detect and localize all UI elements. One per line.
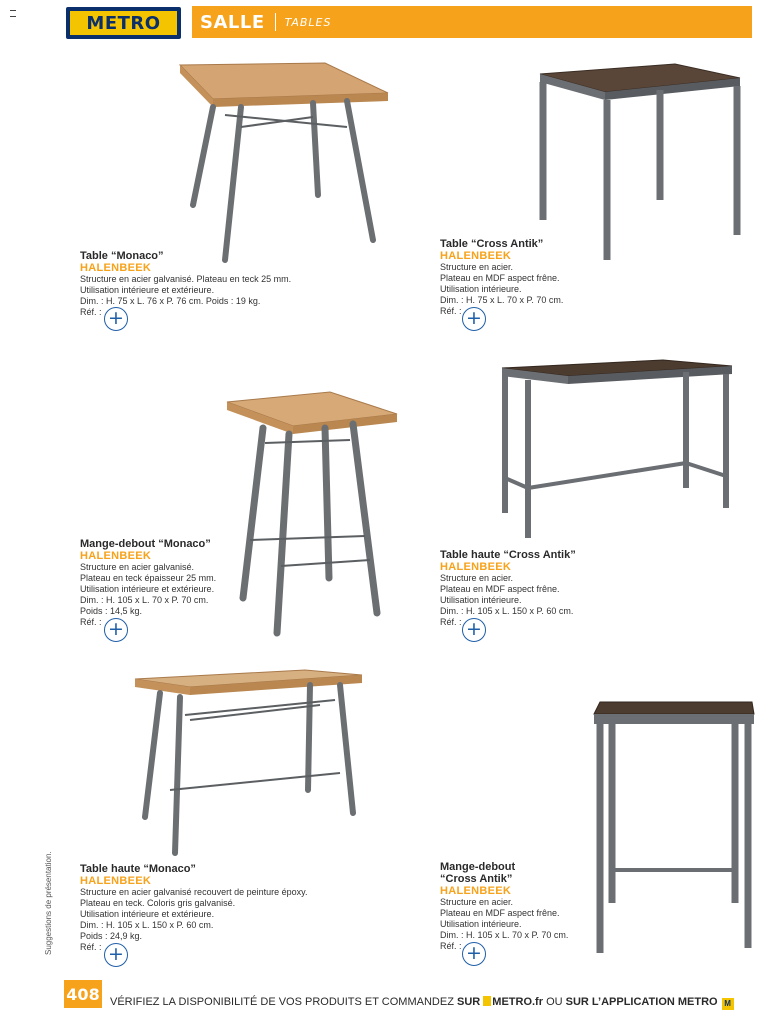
product-ref: Réf. :: [80, 942, 102, 952]
product-detail: Dim. : H. 105 x L. 150 x P. 60 cm.: [80, 920, 214, 930]
product-detail: Plateau en teck épaisseur 25 mm.: [80, 573, 217, 583]
header-divider: [275, 13, 276, 31]
product-image-table-haute-cross-antik: [498, 358, 736, 543]
product-detail: Plateau en MDF aspect frêne.: [440, 273, 560, 283]
product-name: Mange-debout “Monaco”: [80, 538, 211, 550]
menu-icon[interactable]: [10, 10, 16, 17]
product-mange-debout-monaco: [80, 538, 380, 640]
product-brand: HALENBEEK: [440, 885, 512, 897]
product-name: Table “Cross Antik”: [440, 238, 544, 250]
logo-text: METRO: [86, 12, 161, 34]
product-detail: Utilisation intérieure et extérieure.: [80, 909, 215, 919]
product-detail: Structure en acier galvanisé. Plateau en teck 25 mm.: [80, 274, 292, 284]
footer-ou: OU: [546, 996, 563, 1008]
product-detail: Plateau en MDF aspect frêne.: [440, 908, 560, 918]
product-brand: HALENBEEK: [80, 550, 152, 562]
footer-text-before: VÉRIFIEZ LA DISPONIBILITÉ DE VOS PRODUITS ET COMMANDEZ: [110, 996, 454, 1008]
footer-sur: SUR: [456, 996, 481, 1008]
section-header: [192, 6, 752, 38]
side-note: Suggestions de présentation.: [44, 851, 53, 955]
product-ref: Réf. :: [440, 941, 462, 951]
footer-text: [110, 996, 734, 1010]
product-name: Table haute “Monaco”: [80, 863, 196, 875]
add-button-plus-icon[interactable]: +: [462, 307, 486, 331]
product-brand: HALENBEEK: [80, 875, 152, 887]
product-detail: Dim. : H. 75 x L. 70 x P. 70 cm.: [440, 295, 564, 305]
product-detail: Utilisation intérieure.: [440, 919, 522, 929]
product-ref: Réf. :: [80, 307, 102, 317]
product-table-monaco: [80, 250, 380, 329]
add-button-plus-icon[interactable]: +: [104, 943, 128, 967]
product-name: Mange-debout “Cross Antik”: [440, 861, 516, 885]
product-detail: Structure en acier.: [440, 897, 514, 907]
product-ref: Réf. :: [80, 617, 102, 627]
product-ref: Réf. :: [440, 306, 462, 316]
page-number: 408: [64, 980, 102, 1008]
metro-mini-logo-icon: [483, 996, 491, 1006]
product-mange-debout-cross-antik: [440, 861, 740, 964]
product-detail: Dim. : H. 105 x L. 70 x P. 70 cm.: [80, 595, 209, 605]
product-image-table-monaco: [175, 55, 395, 265]
product-ref: Réf. :: [440, 617, 462, 627]
product-brand: HALENBEEK: [440, 561, 512, 573]
product-brand: HALENBEEK: [440, 250, 512, 262]
add-button-plus-icon[interactable]: +: [104, 618, 128, 642]
product-table-cross-antik: [440, 238, 740, 329]
product-detail: Utilisation intérieure.: [440, 284, 522, 294]
product-detail: Poids : 24,9 kg.: [80, 931, 143, 941]
product-brand: HALENBEEK: [80, 262, 152, 274]
section-title: SALLE: [200, 11, 265, 33]
product-image-table-haute-monaco: [130, 665, 365, 860]
product-name: Table haute “Cross Antik”: [440, 549, 576, 561]
metro-app-icon[interactable]: M: [722, 998, 734, 1010]
product-detail: Structure en acier.: [440, 262, 514, 272]
product-table-haute-cross-antik: [440, 549, 740, 640]
product-name: Table “Monaco”: [80, 250, 164, 262]
product-detail: Dim. : H. 75 x L. 76 x P. 76 cm. Poids : 19 kg.: [80, 296, 261, 306]
footer-text-after: SUR L’APPLICATION METRO: [565, 996, 718, 1008]
add-button-plus-icon[interactable]: +: [462, 942, 486, 966]
product-detail: Utilisation intérieure et extérieure.: [80, 285, 215, 295]
product-detail: Structure en acier galvanisé.: [80, 562, 195, 572]
metro-logo: [66, 7, 181, 39]
product-table-haute-monaco: [80, 863, 380, 965]
product-detail: Utilisation intérieure et extérieure.: [80, 584, 215, 594]
product-detail: Structure en acier galvanisé recouvert de peinture époxy.: [80, 887, 308, 897]
add-button-plus-icon[interactable]: +: [104, 307, 128, 331]
footer-site-link[interactable]: METRO.fr: [492, 996, 544, 1008]
product-detail: Utilisation intérieure.: [440, 595, 522, 605]
product-detail: Poids : 14,5 kg.: [80, 606, 143, 616]
product-detail: Plateau en MDF aspect frêne.: [440, 584, 560, 594]
product-detail: Structure en acier.: [440, 573, 514, 583]
product-detail: Plateau en teck. Coloris gris galvanisé.: [80, 898, 236, 908]
product-detail: Dim. : H. 105 x L. 70 x P. 70 cm.: [440, 930, 569, 940]
section-subtitle: TABLES: [284, 15, 332, 29]
product-detail: Dim. : H. 105 x L. 150 x P. 60 cm.: [440, 606, 574, 616]
add-button-plus-icon[interactable]: +: [462, 618, 486, 642]
